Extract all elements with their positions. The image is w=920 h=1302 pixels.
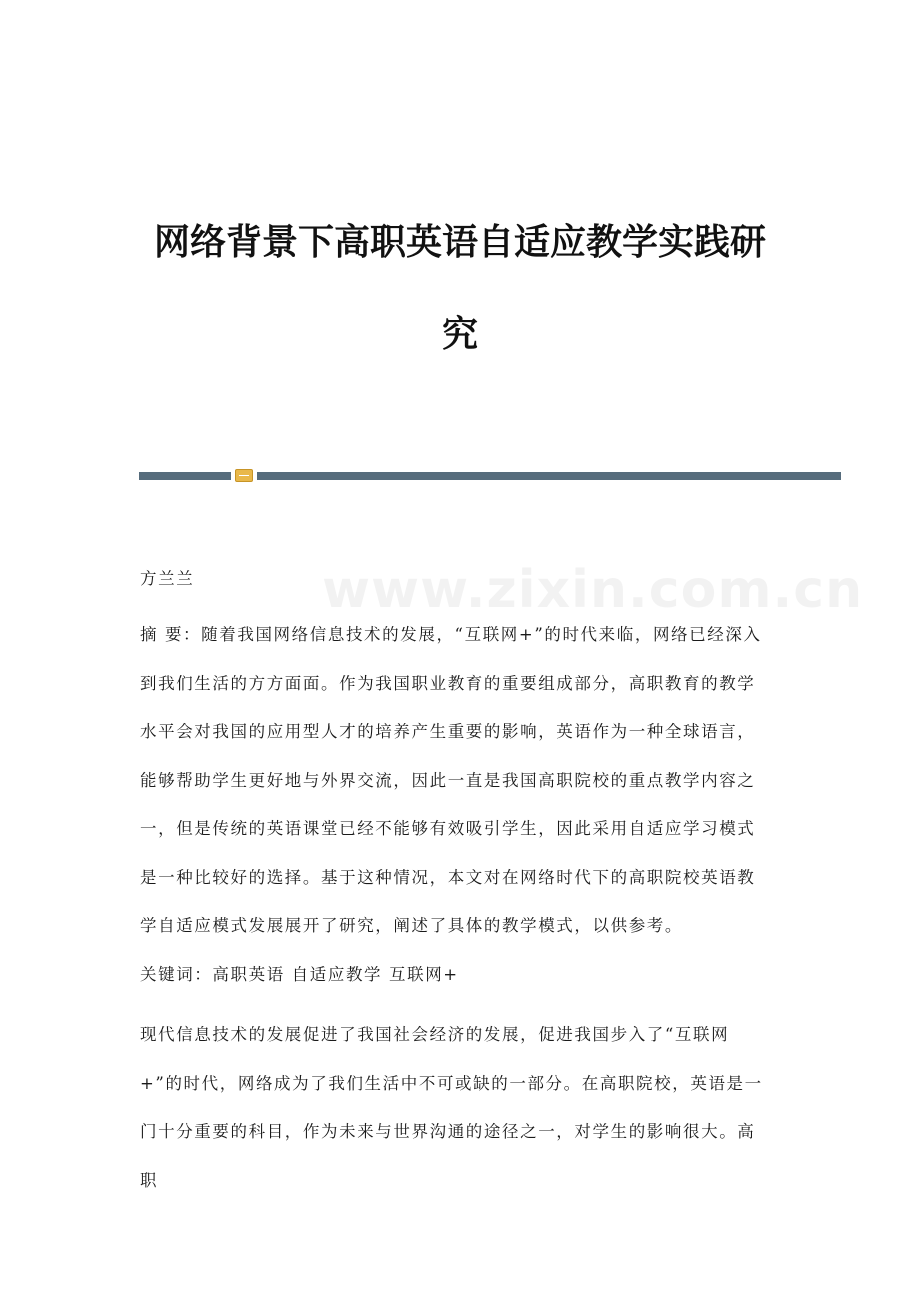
keywords-label: 关键词： <box>140 965 213 984</box>
title-divider <box>139 468 841 482</box>
author-name: 方兰兰 <box>140 569 195 588</box>
abstract-label: 摘 要： <box>140 625 202 644</box>
body-paragraph: 现代信息技术的发展促进了我国社会经济的发展，促进我国步入了“互联网+”的时代，网络成为了我们生活中不可或缺的一部分。在高职院校，英语是一门十分重要的科目，作为未来与世界沟通的途径之一，对学生的影响很大。高职 <box>140 1025 763 1190</box>
watermark: www.zixin.com.cn <box>322 560 864 620</box>
envelope-icon <box>235 469 253 482</box>
document-title: 网络背景下高职英语自适应教学实践研究 <box>153 221 766 355</box>
divider-bar-right <box>257 472 841 480</box>
abstract-text: 随着我国网络信息技术的发展，“互联网+”的时代来临，网络已经深入到我们生活的方方面面。作为我国职业教育的重要组成部分，高职教育的教学水平会对我国的应用型人才的培养产生重要的影响，英语作为一种全球语言，能够帮助学生更好地与外界交流，因此一直是我国高职院校的重点教学内容之一，但是传统的英语课堂已经不能够有效吸引学生，因此采用自适应学习模式是一种比较好的选择。基于这种情况，本文对在网络时代下的高职院校英语教学自适应模式发展展开了研究，阐述了具体的教学模式，以供参考。 <box>140 625 762 935</box>
keywords-text: 高职英语 自适应教学 互联网+ <box>212 965 459 984</box>
keywords-line <box>140 951 770 1000</box>
divider-bar-left <box>139 472 231 480</box>
abstract-paragraph <box>140 611 770 951</box>
